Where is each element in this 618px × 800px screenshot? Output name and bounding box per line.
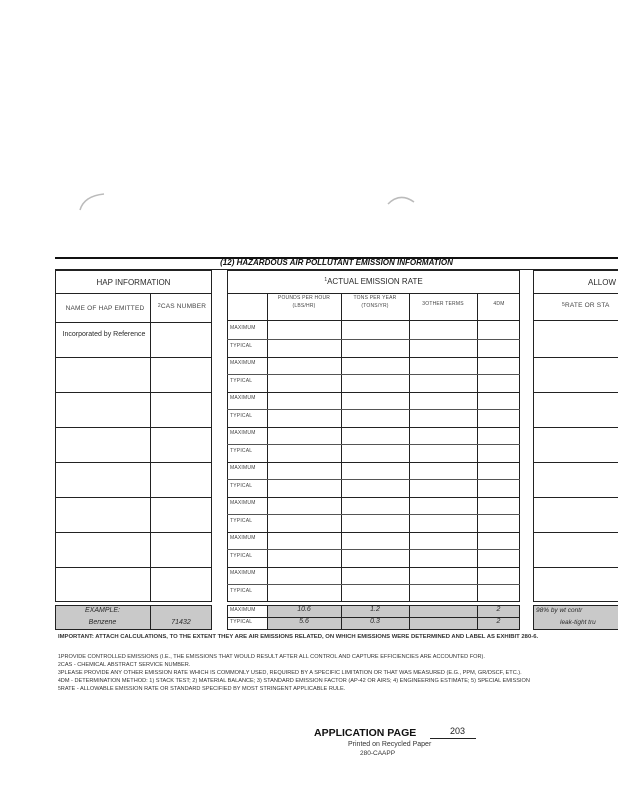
hap-name-cell[interactable] xyxy=(56,568,149,601)
row-label-maximum: MAXIMUM xyxy=(230,360,256,366)
emission-value-cell[interactable] xyxy=(268,340,340,355)
example-typ-label: TYPICAL xyxy=(230,619,253,625)
hap-name-cell[interactable] xyxy=(56,498,149,531)
row-label-maximum: MAXIMUM xyxy=(230,430,256,436)
recycled-note: Printed on Recycled Paper xyxy=(348,741,432,748)
emission-value-cell[interactable] xyxy=(410,463,476,478)
emission-value-cell[interactable] xyxy=(268,585,340,600)
emission-value-cell[interactable] xyxy=(268,498,340,513)
emission-value-cell[interactable] xyxy=(268,480,340,495)
hap-cas-cell[interactable] xyxy=(151,498,211,531)
emission-value-cell[interactable] xyxy=(410,445,476,460)
punch-mark-left xyxy=(78,192,108,212)
allowable-rate-cell[interactable] xyxy=(534,358,618,391)
row-label-maximum: MAXIMUM xyxy=(230,535,256,541)
emission-value-cell[interactable] xyxy=(342,568,408,583)
emission-value-cell[interactable] xyxy=(268,515,340,530)
emission-value-cell[interactable] xyxy=(410,375,476,390)
emission-value-cell[interactable] xyxy=(410,358,476,373)
emission-value-cell[interactable] xyxy=(268,358,340,373)
col-tons-header: TONS PER YEAR (TONS/YR) xyxy=(353,295,397,309)
allowable-rate-cell[interactable] xyxy=(534,463,618,496)
application-page-label: APPLICATION PAGE xyxy=(314,727,417,739)
emission-value-cell[interactable] xyxy=(478,463,519,478)
emission-value-cell[interactable] xyxy=(342,340,408,355)
emission-value-cell[interactable] xyxy=(268,533,340,548)
emission-value-cell[interactable] xyxy=(410,323,476,338)
row-label-typical: TYPICAL xyxy=(230,413,253,419)
emission-value-cell[interactable] xyxy=(342,463,408,478)
emission-value-cell[interactable] xyxy=(268,550,340,565)
example-typ-dm: 2 xyxy=(496,618,501,625)
footnote-1: 1PROVIDE CONTROLLED EMISSIONS (I.E., THE EMISSIONS THAT WOULD RESULT AFTER ALL CONTROL AND CAPTURE EFFICIENCIES ARE ACCOUNTED FOR). xyxy=(58,654,485,660)
emission-value-cell[interactable] xyxy=(342,515,408,530)
actual-heading: $^1$ACTUAL EMISSION RATE xyxy=(324,277,423,286)
allowable-rate-cell[interactable] xyxy=(534,498,618,531)
important-note: IMPORTANT: ATTACH CALCULATIONS, TO THE EXTENT THEY ARE AIR EMISSIONS RELATED, ON WHICH EMISSIONS WERE DETERMINED AND LABEL AS EXHIBIT 280-6. xyxy=(58,634,539,640)
emission-value-cell[interactable] xyxy=(342,480,408,495)
row-label-typical: TYPICAL xyxy=(230,483,253,489)
row-label-typical: TYPICAL xyxy=(230,553,253,559)
emission-value-cell[interactable] xyxy=(268,445,340,460)
hap-name-cell[interactable] xyxy=(56,393,149,426)
emission-value-cell[interactable] xyxy=(342,358,408,373)
row-label-maximum: MAXIMUM xyxy=(230,465,256,471)
hap-cas-cell[interactable] xyxy=(151,358,211,391)
emission-value-cell[interactable] xyxy=(478,323,519,338)
emission-value-cell[interactable] xyxy=(268,375,340,390)
form-code: 280-CAAPP xyxy=(360,750,396,757)
emission-value-cell[interactable] xyxy=(478,480,519,495)
hap-cas-cell[interactable] xyxy=(151,323,211,356)
hap-cas-cell[interactable] xyxy=(151,428,211,461)
emission-value-cell[interactable] xyxy=(478,358,519,373)
emission-value-cell[interactable] xyxy=(268,323,340,338)
emission-value-cell[interactable] xyxy=(268,463,340,478)
example-typ-tons: 0.3 xyxy=(370,618,380,625)
footnote-5: 5RATE - ALLOWABLE EMISSION RATE OR STANDARD SPECIFIED BY MOST STRINGENT APPLICABLE RULE. xyxy=(58,686,346,692)
example-cas: 71432 xyxy=(171,619,191,626)
footnote-3: 3PLEASE PROVIDE ANY OTHER EMISSION RATE WHICH IS COMMONLY USED, REQUIRED BY A SPECIFIC LIMITATION OR THAT WAS MEASURED (E.G., PPM, GR/DSCF, ETC.). xyxy=(58,670,522,676)
emission-value-cell[interactable] xyxy=(342,410,408,425)
example-max-tons: 1.2 xyxy=(370,606,380,613)
emission-value-cell[interactable] xyxy=(478,585,519,600)
emission-value-cell[interactable] xyxy=(342,323,408,338)
row-label-typical: TYPICAL xyxy=(230,448,253,454)
emission-value-cell[interactable] xyxy=(410,568,476,583)
emission-value-cell[interactable] xyxy=(478,375,519,390)
emission-value-cell[interactable] xyxy=(478,568,519,583)
emission-value-cell[interactable] xyxy=(342,533,408,548)
example-allow-2: leak-tight tru xyxy=(560,619,596,626)
emission-value-cell[interactable] xyxy=(478,445,519,460)
row-label-typical: TYPICAL xyxy=(230,343,253,349)
example-typ-lbs: 5.6 xyxy=(299,618,309,625)
example-max-dm: 2 xyxy=(496,606,501,613)
emission-value-cell[interactable] xyxy=(410,410,476,425)
allowable-rate-cell[interactable] xyxy=(534,393,618,426)
emission-value-cell[interactable] xyxy=(410,480,476,495)
emission-value-cell[interactable] xyxy=(342,375,408,390)
emission-value-cell[interactable] xyxy=(410,498,476,513)
emission-value-cell[interactable] xyxy=(268,393,340,408)
emission-value-cell[interactable] xyxy=(478,498,519,513)
footnote-4: 4DM - DETERMINATION METHOD: 1) STACK TEST; 2) MATERIAL BALANCE; 3) STANDARD EMISSION FACTOR (AP-42 OR AIRS; 4) ENGINEERING ESTIMATE; 5) SPECIAL EMISSION xyxy=(58,678,530,684)
example-max-lbs: 10.6 xyxy=(297,606,311,613)
row-label-maximum: MAXIMUM xyxy=(230,325,256,331)
emission-value-cell[interactable] xyxy=(410,585,476,600)
page-number: 203 xyxy=(450,726,466,736)
col-lbs-header: POUNDS PER HOUR (LBS/HR) xyxy=(277,295,331,309)
hap-cas-cell[interactable] xyxy=(151,393,211,426)
hap-name-cell[interactable] xyxy=(56,428,149,461)
col-cas-header: $^2$CAS NUMBER xyxy=(157,303,207,310)
hap-name-cell[interactable] xyxy=(56,533,149,566)
emission-value-cell[interactable] xyxy=(342,445,408,460)
row-label-typical: TYPICAL xyxy=(230,378,253,384)
emission-value-cell[interactable] xyxy=(410,393,476,408)
col-rate-header: $^5$RATE OR STA xyxy=(562,302,610,309)
incorporated-note: Incorporated by Reference xyxy=(62,331,146,338)
example-allow-1: 98% by wt contr xyxy=(536,607,583,614)
allow-heading: ALLOW xyxy=(588,278,617,287)
row-label-maximum: MAXIMUM xyxy=(230,500,256,506)
allowable-rate-cell[interactable] xyxy=(534,568,618,601)
row-label-maximum: MAXIMUM xyxy=(230,395,256,401)
emission-value-cell[interactable] xyxy=(410,340,476,355)
emission-value-cell[interactable] xyxy=(478,550,519,565)
emission-value-cell[interactable] xyxy=(342,585,408,600)
emission-value-cell[interactable] xyxy=(268,410,340,425)
emission-value-cell[interactable] xyxy=(410,515,476,530)
allowable-rate-cell[interactable] xyxy=(534,533,618,566)
emission-value-cell[interactable] xyxy=(478,515,519,530)
allowable-rate-cell[interactable] xyxy=(534,323,618,356)
emission-value-cell[interactable] xyxy=(342,498,408,513)
emission-value-cell[interactable] xyxy=(410,428,476,443)
emission-value-cell[interactable] xyxy=(342,393,408,408)
emission-value-cell[interactable] xyxy=(478,533,519,548)
allowable-rate-cell[interactable] xyxy=(534,428,618,461)
emission-value-cell[interactable] xyxy=(478,428,519,443)
emission-value-cell[interactable] xyxy=(268,568,340,583)
emission-value-cell[interactable] xyxy=(478,340,519,355)
hap-name-cell[interactable] xyxy=(56,358,149,391)
emission-value-cell[interactable] xyxy=(410,533,476,548)
hap-cas-cell[interactable] xyxy=(151,568,211,601)
section-title: (12) HAZARDOUS AIR POLLUTANT EMISSION INFORMATION xyxy=(220,258,453,267)
hap-cas-cell[interactable] xyxy=(151,463,211,496)
hap-info-heading: HAP INFORMATION xyxy=(96,278,171,287)
col-other-header: 3OTHER TERMS xyxy=(422,301,464,307)
row-label-typical: TYPICAL xyxy=(230,588,253,594)
row-label-typical: TYPICAL xyxy=(230,518,253,524)
example-name: Benzene xyxy=(88,619,117,626)
emission-value-cell[interactable] xyxy=(342,428,408,443)
hap-cas-cell[interactable] xyxy=(151,533,211,566)
emission-value-cell[interactable] xyxy=(478,393,519,408)
hap-name-cell[interactable] xyxy=(56,323,149,356)
row-label-maximum: MAXIMUM xyxy=(230,570,256,576)
emission-value-cell[interactable] xyxy=(410,550,476,565)
hap-name-cell[interactable] xyxy=(56,463,149,496)
example-max-label: MAXIMUM xyxy=(230,607,256,613)
footnote-2: 2CAS - CHEMICAL ABSTRACT SERVICE NUMBER. xyxy=(58,662,191,668)
punch-mark-right xyxy=(386,192,416,206)
emission-value-cell[interactable] xyxy=(268,428,340,443)
col-dm-header: 4DM xyxy=(493,301,505,307)
example-label: EXAMPLE: xyxy=(84,607,120,614)
emission-value-cell[interactable] xyxy=(342,550,408,565)
col-name-header: NAME OF HAP EMITTED xyxy=(65,305,145,312)
emission-value-cell[interactable] xyxy=(478,410,519,425)
